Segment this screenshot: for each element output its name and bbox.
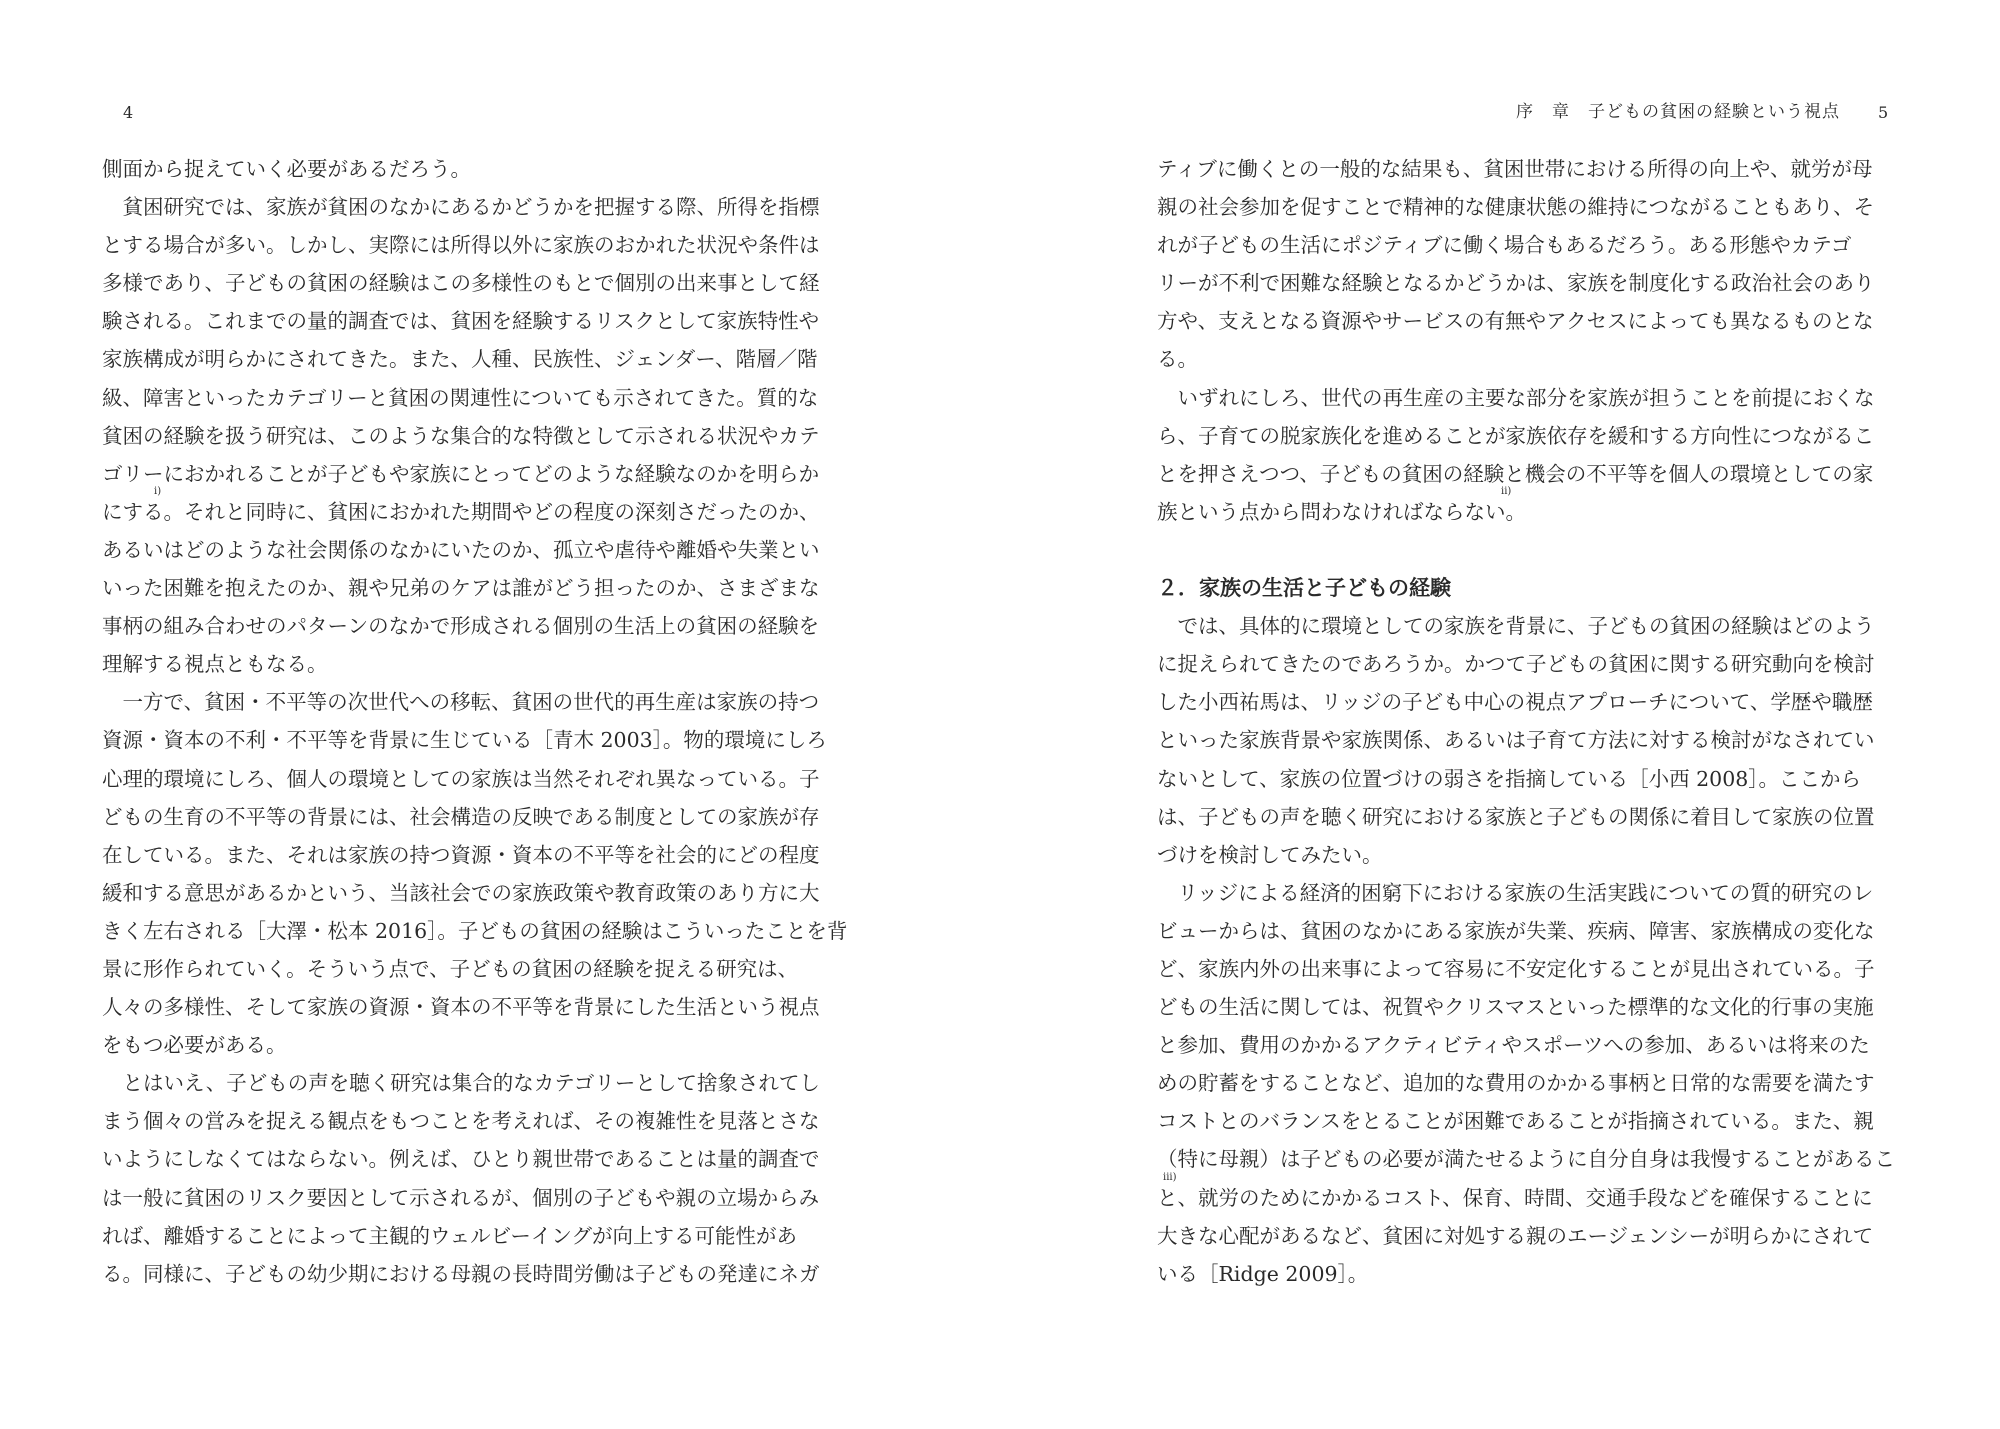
footnote-marker: iii) bbox=[1163, 1172, 1177, 1183]
text-line: ら、子育ての脱家族化を進めることが家族依存を緩和する方向性につながるこ bbox=[1157, 423, 1875, 448]
text-line: ティブに働くとの一般的な結果も、貧困世帯における所得の向上や、就労が母 bbox=[1157, 157, 1873, 181]
text-line: ど、家族内外の出来事によって容易に不安定化することが見出されている。子 bbox=[1157, 956, 1875, 981]
text-line: コストとのバランスをとることが困難であることが指摘されている。また、親 bbox=[1157, 1109, 1874, 1134]
body-text bbox=[1157, 150, 1909, 1293]
text-line: づけを検討してみたい。 bbox=[1157, 842, 1383, 867]
text-line: といった家族背景や家族関係、あるいは子育て方法に対する検討がなされてい bbox=[1157, 728, 1875, 753]
text-line: 家族構成が明らかにされてきた。また、人種、民族性、ジェンダー、階層／階 bbox=[102, 347, 818, 372]
text-line: きく左右される［大澤・松本 2016］。子どもの貧困の経験はこういったことを背 bbox=[102, 918, 848, 943]
text-line: 資源・資本の不利・不平等を背景に生じている［青木 2003］。物的環境にしろ bbox=[102, 728, 827, 753]
text-line: 族という点から問わなければならない。 bbox=[1157, 499, 1526, 524]
text-line: 心理的環境にしろ、個人の環境としての家族は当然それぞれ異なっている。子 bbox=[102, 766, 820, 791]
text-line: れが子どもの生活にポジティブに働く場合もあるだろう。ある形態やカテゴ bbox=[1157, 233, 1852, 258]
text-line: 方や、支えとなる資源やサービスの有無やアクセスによっても異なるものとな bbox=[1157, 309, 1874, 334]
right-page bbox=[1000, 0, 2000, 1429]
text-line: とする場合が多い。しかし、実際には所得以外に家族のおかれた状況や条件は bbox=[102, 233, 820, 258]
text-line: 多様であり、子どもの貧困の経験はこの多様性のもとで個別の出来事として経 bbox=[102, 271, 820, 296]
text-line: 貧困の経験を扱う研究は、このような集合的な特徴として示される状況やカテ bbox=[102, 423, 820, 448]
text-line: 事柄の組み合わせのパターンのなかで形成される個別の生活上の貧困の経験を bbox=[102, 614, 820, 639]
text-line: 緩和する意思があるかという、当該社会での家族政策や教育政策のあり方に大 bbox=[102, 880, 820, 905]
page-number: 5 bbox=[1878, 103, 1889, 122]
text-line: リッジによる経済的困窮下における家族の生活実践についての質的研究のレ bbox=[1177, 880, 1874, 905]
text-line: あるいはどのような社会関係のなかにいたのか、孤立や虐待や離婚や失業とい bbox=[102, 537, 820, 562]
text-line: れば、離婚することによって主観的ウェルビーイングが向上する可能性があ bbox=[102, 1223, 797, 1248]
text-line: にする。それと同時に、貧困におかれた期間やどの程度の深刻さだったのか、 bbox=[102, 499, 820, 524]
text-line: 大きな心配があるなど、貧困に対処する親のエージェンシーが明らかにされて bbox=[1157, 1223, 1874, 1248]
text-line: した小西祐馬は、リッジの子ども中心の視点アプローチについて、学歴や職歴 bbox=[1157, 690, 1873, 715]
text-line: （特に母親）は子どもの必要が満たせるように自分自身は我慢することがあるこ bbox=[1157, 1147, 1895, 1172]
text-line: と参加、費用のかかるアクティビティやスポーツへの参加、あるいは将来のた bbox=[1157, 1033, 1870, 1058]
text-line: 景に形作られていく。そういう点で、子どもの貧困の経験を捉える研究は、 bbox=[102, 956, 799, 981]
text-line: 一方で、貧困・不平等の次世代への移転、貧困の世代的再生産は家族の持つ bbox=[122, 690, 820, 715]
text-line: めの貯蓄をすることなど、追加的な費用のかかる事柄と日常的な需要を満たす bbox=[1157, 1071, 1875, 1096]
text-line: 親の社会参加を促すことで精神的な健康状態の維持につながることもあり、そ bbox=[1157, 195, 1875, 220]
text-line: まう個々の営みを捉える観点をもつことを考えれば、その複雑性を見落とさな bbox=[102, 1109, 820, 1134]
text-line: ないとして、家族の位置づけの弱さを指摘している［小西 2008］。ここから bbox=[1157, 766, 1862, 791]
text-line: 級、障害といったカテゴリーと貧困の関連性についても示されてきた。質的な bbox=[102, 385, 819, 410]
page-number: 4 bbox=[123, 103, 134, 122]
text-line: どもの生育の不平等の背景には、社会構造の反映である制度としての家族が存 bbox=[102, 804, 820, 829]
text-line: ビューからは、貧困のなかにある家族が失業、疾病、障害、家族構成の変化な bbox=[1157, 918, 1875, 943]
text-line: 験される。これまでの量的調査では、貧困を経験するリスクとして家族特性や bbox=[102, 309, 820, 334]
text-line: 理解する視点ともなる。 bbox=[102, 652, 328, 677]
text-line: は、子どもの声を聴く研究における家族と子どもの関係に着目して家族の位置 bbox=[1157, 804, 1875, 829]
section-spacer bbox=[1157, 531, 1909, 569]
section-heading: ２．家族の生活と子どもの経験 bbox=[1157, 576, 1451, 601]
text-line: をもつ必要がある。 bbox=[102, 1033, 287, 1058]
text-line: 貧困研究では、家族が貧困のなかにあるかどうかを把握する際、所得を指標 bbox=[122, 195, 820, 220]
text-line: に捉えられてきたのであろうか。かつて子どもの貧困に関する研究動向を検討 bbox=[1157, 652, 1875, 677]
text-line: いようにしなくてはならない。例えば、ひとり親世帯であることは量的調査で bbox=[102, 1147, 820, 1172]
text-line: ゴリーにおかれることが子どもや家族にとってどのような経験なのかを明らか bbox=[102, 461, 820, 486]
text-line: いった困難を抱えたのか、親や兄弟のケアは誰がどう担ったのか、さまざまな bbox=[102, 576, 820, 601]
footnote-marker: i) bbox=[154, 486, 162, 497]
text-line: は一般に貧困のリスク要因として示されるが、個別の子どもや親の立場からみ bbox=[102, 1185, 820, 1210]
text-line: 人々の多様性、そして家族の資源・資本の不平等を背景にした生活という視点 bbox=[102, 995, 820, 1020]
running-head: 序 章 子どもの貧困の経験という視点 bbox=[1516, 102, 1840, 122]
text-line: とを押さえつつ、子どもの貧困の経験と機会の不平等を個人の環境としての家 bbox=[1157, 461, 1874, 486]
text-line: いる［Ridge 2009］。 bbox=[1157, 1261, 1369, 1286]
text-line: リーが不利で困難な経験となるかどうかは、家族を制度化する政治社会のあり bbox=[1157, 271, 1875, 296]
text-line: 在している。また、それは家族の持つ資源・資本の不平等を社会的にどの程度 bbox=[102, 842, 820, 867]
text-line: と、就労のためにかかるコスト、保育、時間、交通手段などを確保することに bbox=[1157, 1185, 1873, 1210]
text-line: る。同様に、子どもの幼少期における母親の長時間労働は子どもの発達にネガ bbox=[102, 1261, 820, 1286]
text-line: る。 bbox=[1157, 347, 1198, 372]
footnote-marker: ii) bbox=[1501, 486, 1512, 497]
text-line: いずれにしろ、世代の再生産の主要な部分を家族が担うことを前提におくな bbox=[1177, 385, 1875, 410]
body-text bbox=[102, 150, 854, 1293]
text-line: とはいえ、子どもの声を聴く研究は集合的なカテゴリーとして捨象されてし bbox=[122, 1071, 820, 1096]
text-line: では、具体的に環境としての家族を背景に、子どもの貧困の経験はどのよう bbox=[1177, 614, 1875, 639]
text-line: 側面から捉えていく必要があるだろう。 bbox=[102, 157, 471, 181]
text-line: どもの生活に関しては、祝賀やクリスマスといった標準的な文化的行事の実施 bbox=[1157, 995, 1874, 1020]
